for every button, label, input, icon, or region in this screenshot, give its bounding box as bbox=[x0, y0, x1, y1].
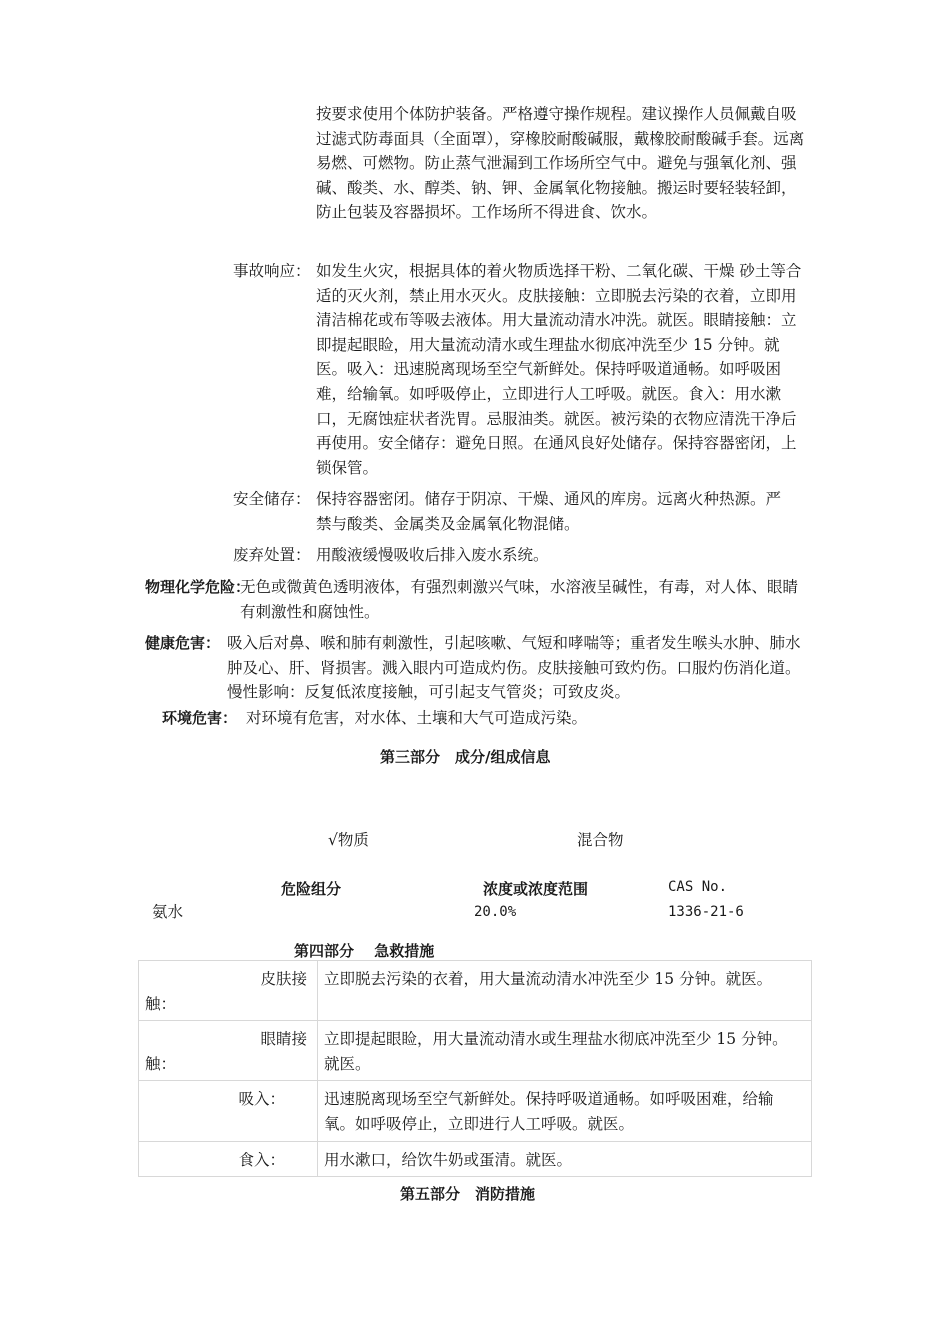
first-aid-label-ingestion bbox=[139, 1141, 318, 1177]
handling-text: 按要求使用个体防护装备。严格遵守操作规程。建议操作人员佩戴自吸过滤式防毒面具（全面罩），穿橡胶耐酸碱服，戴橡胶耐酸碱手套。远离易燃、可燃物。防止蒸气泄漏到工作场所空气中。避免与强氧化剂、强碱、酸类、水、醇类、钠、钾、金属氧化物接触。搬运时要轻装轻卸，防止包装及容器损坏。工作场所不得进食、饮水。 bbox=[316, 105, 805, 222]
health-hazard-label: 健康危害： bbox=[145, 634, 221, 652]
physchem-hazard-text bbox=[220, 575, 805, 624]
col-cas-no: CAS No. bbox=[668, 879, 728, 895]
component-name: 氨水 bbox=[152, 903, 184, 921]
table-row bbox=[139, 1021, 812, 1081]
table-row bbox=[139, 1141, 812, 1177]
first-aid-text-ingestion: 用水漱口，给饮牛奶或蛋清。就医。 bbox=[318, 1141, 812, 1177]
component-concentration: 20.0% bbox=[474, 904, 517, 920]
label-line: 触： bbox=[145, 994, 177, 1013]
first-aid-label-eye bbox=[139, 1021, 318, 1081]
col-hazardous-component: 危险组分 bbox=[281, 880, 342, 898]
label-line: 吸入： bbox=[238, 1090, 285, 1109]
section4-title: 第四部分 急救措施 bbox=[294, 942, 435, 960]
substance-option: √物质 bbox=[328, 831, 369, 849]
first-aid-text-inhalation: 迅速脱离现场至空气新鲜处。保持呼吸道通畅。如呼吸困难，给输氧。如呼吸停止，立即进行人工呼吸。就医。 bbox=[318, 1081, 812, 1141]
first-aid-text-eye: 立即提起眼睑，用大量流动清水或生理盐水彻底冲洗至少 15 分钟。就医。 bbox=[318, 1021, 812, 1081]
first-aid-text-skin: 立即脱去污染的衣着，用大量流动清水冲洗至少 15 分钟。就医。 bbox=[318, 961, 812, 1021]
disposal-text: 用酸液缓慢吸收后排入废水系统。 bbox=[316, 546, 549, 564]
mixture-option: 混合物 bbox=[577, 831, 624, 849]
physchem-hazard-content: 无色或微黄色透明液体，有强烈刺激兴气味，水溶液呈碱性，有毒，对人体、眼睛有刺激性和腐蚀性。 bbox=[240, 578, 799, 621]
label-line: 触： bbox=[145, 1054, 177, 1073]
accident-response-label: 事故响应： bbox=[233, 262, 311, 280]
accident-response-text: 如发生火灾，根据具体的着火物质选择干粉、二氧化碳、干燥 砂土等合适的灭火剂，禁止用水灭火。皮肤接触：立即脱去污染的衣着，立即用清洁棉花或布等吸去液体。用大量流动清水冲洗。就医。眼睛接触：立即提起眼睑，用大量流动清水或生理盐水彻底冲洗至少 15 分钟。就医。吸入：迅速脱离现场至空气新鲜处。保持呼吸道通畅。如呼吸困难，给输氧。如呼吸停止，立即进行人工呼吸。就医。食入：用水漱口，无腐蚀症状者洗胃。忌服油类。就医。被污染的衣物应清洗干净后再使用。安全储存：避免日照。在通风良好处储存。保持容器密闭，上锁保管。 bbox=[316, 262, 802, 477]
first-aid-label-inhalation bbox=[139, 1081, 318, 1141]
environment-hazard-text: 对环境有危害，对水体、土壤和大气可造成污染。 bbox=[246, 709, 588, 727]
table-row bbox=[139, 961, 812, 1021]
disposal-label: 废弃处置： bbox=[233, 546, 311, 564]
first-aid-label-skin bbox=[139, 961, 318, 1021]
section3-title: 第三部分 成分/组成信息 bbox=[380, 748, 551, 766]
section5-title: 第五部分 消防措施 bbox=[400, 1185, 536, 1203]
safe-storage-text: 保持容器密闭。储存于阴凉、干燥、通风的库房。远离火种热源。严禁与酸类、金属类及金属氧化物混储。 bbox=[316, 490, 782, 533]
safe-storage-label: 安全储存： bbox=[233, 490, 311, 508]
table-row bbox=[139, 1081, 812, 1141]
first-aid-table bbox=[138, 960, 812, 1177]
physchem-hazard-label: 物理化学危险： bbox=[145, 578, 251, 596]
environment-hazard-label: 环境危害： bbox=[162, 709, 238, 727]
label-line: 皮肤接 bbox=[260, 970, 307, 988]
col-concentration: 浓度或浓度范围 bbox=[483, 880, 589, 898]
label-line: 食入： bbox=[238, 1150, 285, 1169]
component-cas: 1336-21-6 bbox=[668, 904, 744, 920]
health-hazard-text: 吸入后对鼻、喉和肺有刺激性，引起咳嗽、气短和哮喘等；重者发生喉头水肿、肺水肿及心、肝、肾损害。溅入眼内可造成灼伤。皮肤接触可致灼伤。口服灼伤消化道。 慢性影响：反复低浓度接触，可引起支气管炎；可致皮炎。 bbox=[227, 634, 801, 702]
label-line: 眼睛接 bbox=[260, 1030, 307, 1049]
